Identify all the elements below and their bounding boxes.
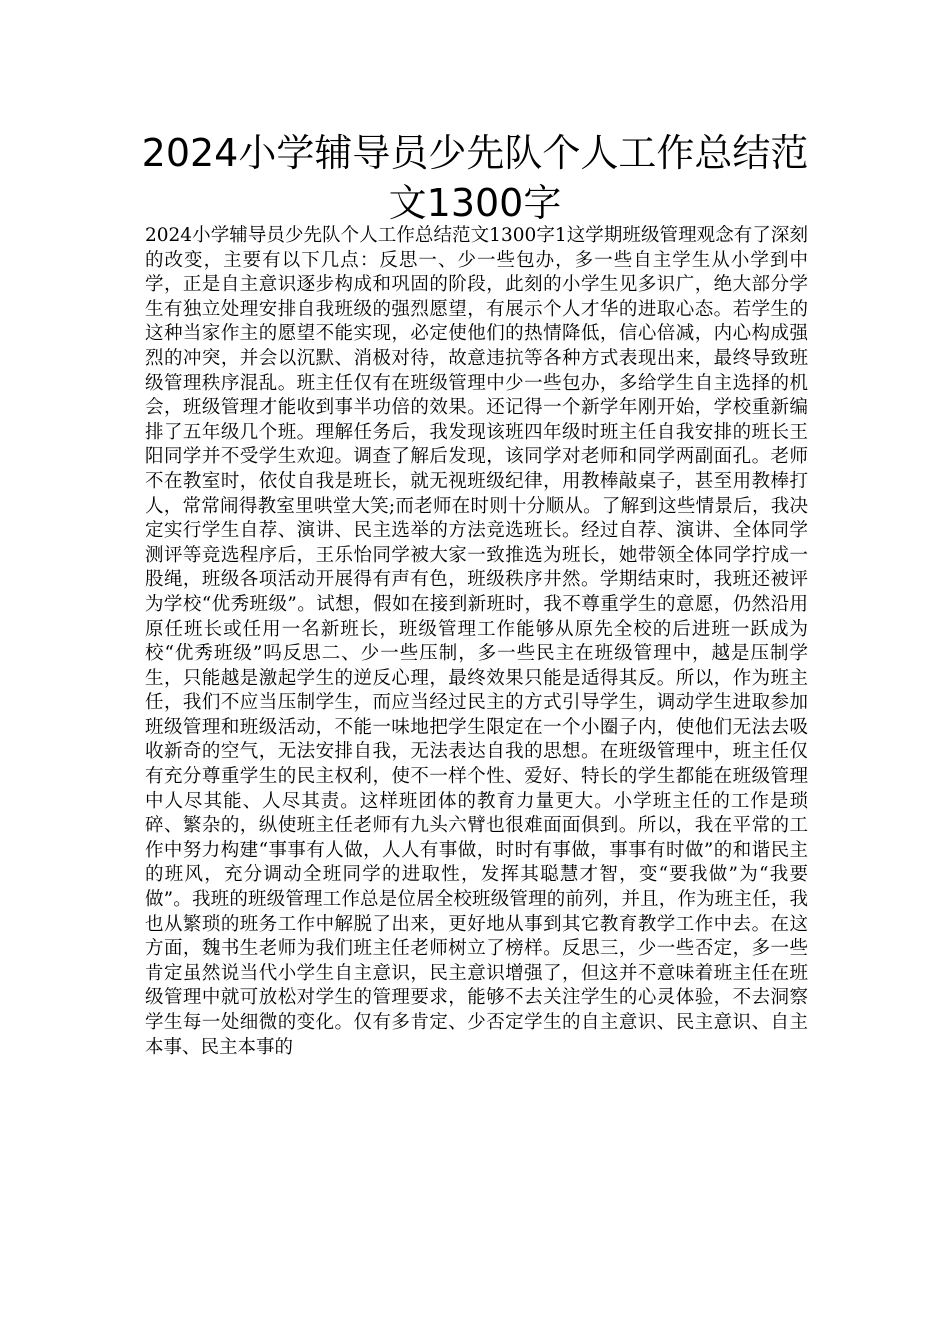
document-body: 2024小学辅导员少先队个人工作总结范文1300字1这学期班级管理观念有了深刻的改变，主要有以下几点：反思一、少一些包办，多一些自主学生从小学到中学，正是自主意识逐步构成和巩固的阶段，此刻的小学生见多识广，绝大部分学生有独立处理安排自我班级的强烈愿望，有展示个人才华的进取心态。若学生的这种当家作主的愿望不能实现，必定使他们的热情降低，信心倍减，内心构成强烈的冲突，并会以沉默、消极对待，故意违抗等各种方式表现出来，最终导致班级管理秩序混乱。班主任仅有在班级管理中少一些包办，多给学生自主选择的机会，班级管理才能收到事半功倍的效果。还记得一个新学年刚开始，学校重新编排了五年级几个班。理解任务后，我发现该班四年级时班主任自我安排的班长王阳同学并不受学生欢迎。调查了解后发现，该同学对老师和同学两副面孔。老师不在教室时，依仗自我是班长，就无视班级纪律，用教棒敲桌子，甚至用教棒打人，常常闹得教室里哄堂大笑;而老师在时则十分顺从。了解到这些情景后，我决定实行学生自荐、演讲、民主选举的方法竞选班长。经过自荐、演讲、全体同学测评等竞选程序后，王乐怡同学被大家一致推选为班长，她带领全体同学拧成一股绳，班级各项活动开展得有声有色，班级秩序井然。学期结束时，我班还被评为学校“优秀班级”。试想，假如在接到新班时，我不尊重学生的意愿，仍然沿用原任班长或任用一名新班长，班级管理工作能够从原先全校的后进班一跃成为校“优秀班级”吗反思二、少一些压制，多一些民主在班级管理中，越是压制学生，只能越是激起学生的逆反心理，最终效果只能是适得其反。所以，作为班主任，我们不应当压制学生，而应当经过民主的方式引导学生，调动学生进取参加班级管理和班级活动，不能一味地把学生限定在一个小圈子内，使他们无法去吸收新奇的空气，无法安排自我，无法表达自我的思想。在班级管理中，班主任仅有充分尊重学生的民主权利，使不一样个性、爱好、特长的学生都能在班级管理中人尽其能、人尽其责。这样班团体的教育力量更大。小学班主任的工作是琐碎、繁杂的，纵使班主任老师有九头六臂也很难面面俱到。所以，我在平常的工作中努力构建“事事有人做，人人有事做，时时有事做，事事有时做”的和谐民主的班风，充分调动全班同学的进取性，发挥其聪慧才智，变“要我做”为“我要做”。我班的班级管理工作总是位居全校班级管理的前列，并且，作为班主任，我也从繁琐的班务工作中解脱了出来，更好地从事到其它教育教学工作中去。在这方面，魏书生老师为我们班主任老师树立了榜样。反思三，少一些否定，多一些肯定虽然说当代小学生自主意识，民主意识增强了，但这并不意味着班主任在班级管理中就可放松对学生的管理要求，能够不去关注学生的心灵体验，不去洞察学生每一处细微的变化。仅有多肯定、少否定学生的自主意识、民主意识、自主本事、民主本事的 — [145, 225, 808, 1058]
document-title: 2024小学辅导员少先队个人工作总结范文1300字 — [141, 131, 809, 225]
